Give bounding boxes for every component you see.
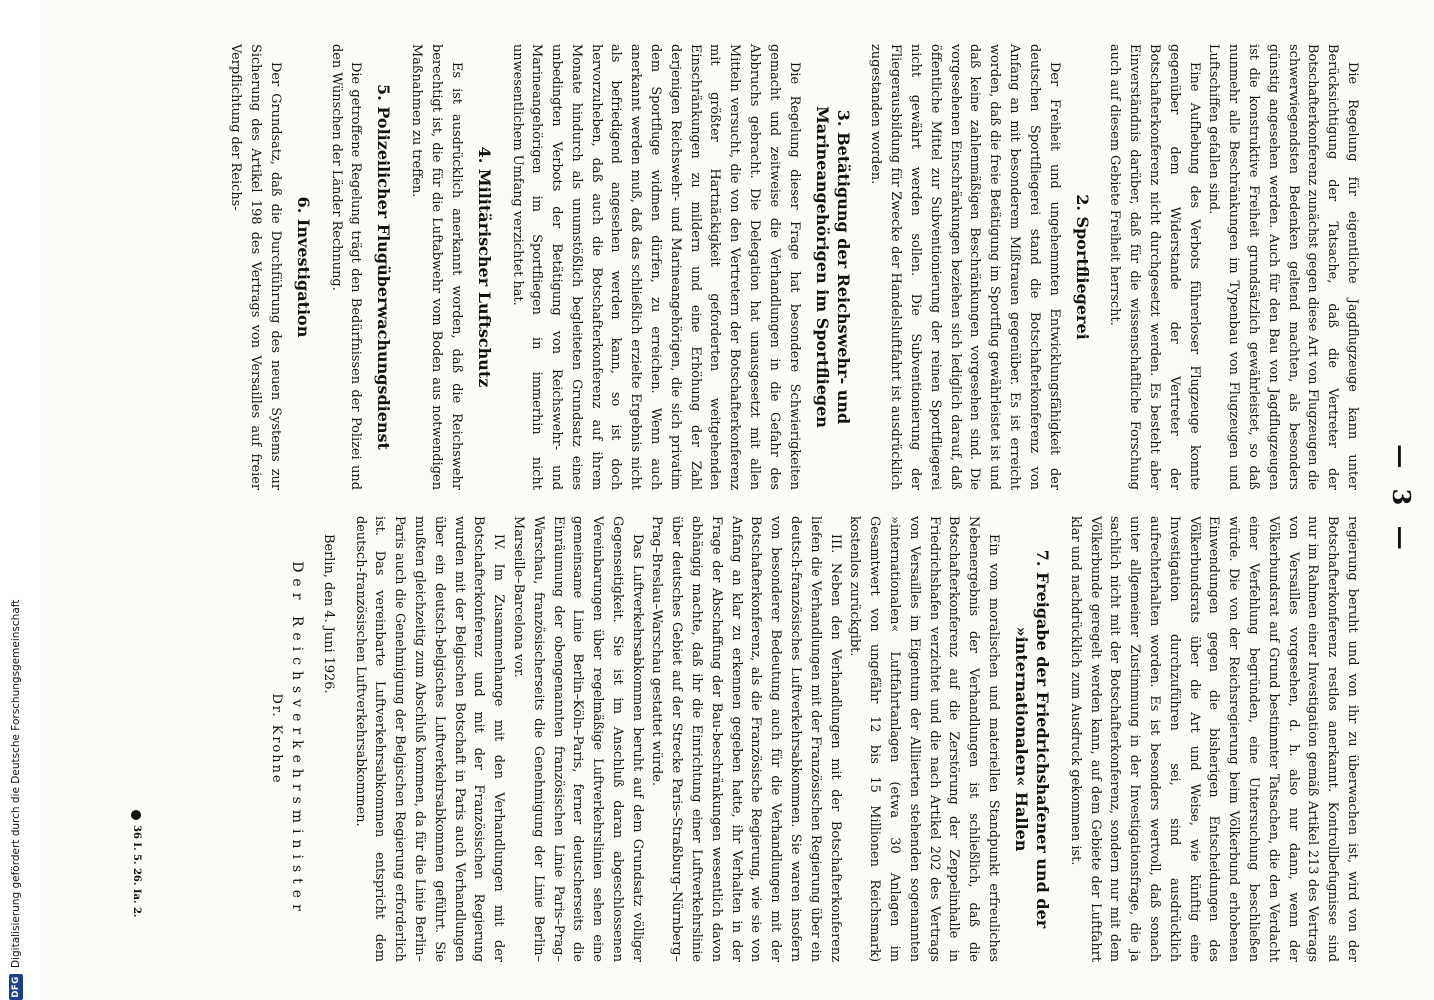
scanned-sheet (40, 0, 1434, 1000)
section-heading: 5. Polizeilicher Flugüberwachungsdienst (374, 84, 394, 450)
page-number: — 3 — (1387, 444, 1416, 556)
left-column (225, 44, 1362, 490)
section-heading: 3. Betätigung der Reichswehr- und Marineangehörigen im Sportfliegen (812, 106, 853, 428)
paragraph: regierung beruht und von ihr zu überwachen ist, wird von der Botschafterkonferenz restlos anerkannt. Kontrollbefugnisse sind nur im Rahmen einer Investigation gemäß Artikel 213 des Vertrags von Versailles vorgesehen, d. h. also nur dann, wenn der Völkerbundsrat auf Grund bestimmter Tatsachen, die den Verdacht einer Verfehlung begründen, eine Untersuchung beschließen würde. Die von der Reichsregierung beim Völkerbund erhobenen Einwendungen gegen die bisherigen Entscheidungen des Völkerbundsrats über die Art und Weise, wie künftig eine Investigation durchzuführen sei, sind ausdrücklich aufrechterhalten worden. Es ist besonders wertvoll, daß sonach unter allgemeiner Zustimmung in der Investigationsfrage, die ja sachlich nicht mit der Botschafterkonferenz, sondern nur mit dem Völkerbunde geregelt werden kann, auf dem Gebiete der Luftfahrt klar und nachdrücklich zum Ausdruck gekommen ist. (1067, 516, 1360, 962)
signature-date: Berlin, den 4. Juni 1926. (320, 534, 336, 694)
signature-office: Der Reichsverkehrsminister (288, 561, 305, 917)
section-heading: 2. Sportfliegerei (1072, 194, 1092, 340)
section-heading: 4. Militärischer Luftschutz (474, 146, 494, 388)
paragraph: Es ist ausdrücklich anerkannt worden, daß die Reichswehr berechtigt ist, die für die Luftabwehr vom Boden aus notwendigen Maßnahmen zu treffen. (409, 44, 464, 490)
digitization-strip (0, 0, 40, 1000)
paragraph: Eine Aufhebung des Verbots führerloser Flugzeuge konnte gegenüber dem Widerstande der Vertreter der Botschafterkonferenz nicht durchgesetzt werden. Es besteht aber Einverständnis darüber, daß für die wissenschaftliche Forschung auch auf diesem Gebiete Freiheit herrscht. (1107, 44, 1202, 490)
document-page (40, 0, 1434, 1000)
print-code (131, 810, 142, 917)
section-heading: 7. Freigabe der Friedrichshafener und der »internationalen« Hallen (1012, 549, 1053, 929)
paragraph: Das Luftverkehrsabkommen beruht auf dem Grundsatz völliger Gegenseitigkeit. Sie ist im Anschluß daran abgeschlossenen Vereinbarungen über regelmäßige Luftverkehrslinien sehen eine gemeinsame Linie Berlin–Köln–Paris, ferner deutscherseits die Einräumung der obengenannten französischen Linie Paris–Prag–Warschau, französischerseits die Genehmigung der Linie Berlin–Marseille–Barcelona vor. (510, 516, 645, 962)
printer-seal-icon (132, 810, 142, 820)
right-column (266, 516, 1362, 962)
digitization-credit-text: Digitalisierung gefördert durch die Deutsche Forschungsgemeinschaft (10, 599, 22, 968)
paragraph: Die getroffene Regelung trägt den Bedürfnissen der Polizei und den Wünschen der Länder Rechnung. (328, 44, 364, 490)
paragraph: Der Freiheit und ungehemmten Entwicklungsfähigkeit der deutschen Sportfliegerei stand die Botschafterkonferenz von Anfang an mit besonderem Mißtrauen gegenüber. Es ist erreicht worden, daß die freie Betätigung im Sportflug gewährleistet ist und daß keine zahlenmäßigen Beschränkungen vorgesehen sind. Die vorgesehenen Einschränkungen beziehen sich lediglich darauf, daß öffentliche Mittel zur Subventionierung der reinen Sportfliegerei nicht gewährt werden sollen. Die Subventionierung der Fliegerausbildung für Zwecke der Handelsluftfahrt ist ausdrücklich zugestanden worden. (868, 44, 1062, 490)
print-code-text: 36 I. 5. 26. Ia. 2. (131, 825, 142, 918)
dfg-logo: DFG (9, 974, 23, 1000)
paragraph: III. Neben den Verhandlungen mit der Botschafterkonferenz liefen die Verhandlungen mit der Französischen Regierung über ein deutsch-französisches Luftverkehrsabkommen. Sie waren insofern von besonderer Bedeutung auch für die Verhandlungen mit der Botschafterkonferenz, als die Französische Regierung, wie sie von Anfang an klar zu erkennen gegeben hatte, ihr Verhalten in der Frage der Abschaffung der Bau-beschränkungen wesentlich davon abhängig machte, daß ihr die Einrichtung einer Luftverkehrslinie über deutsches Gebiet auf der Strecke Paris–Straßburg–Nürnberg–Prag–Breslau–Warschau gestattet würde. (649, 516, 843, 962)
paragraph: Die Regelung dieser Frage hat besondere Schwierigkeiten gemacht und zeitweise die Verhandlungen in die Gefahr des Abbruchs gebracht. Die Delegation hat unausgesetzt mit allen Mitteln versucht, die von den Vertretern der Botschafterkonferenz mit größter Hartnäckigkeit geforderten weitgehenden Einschränkungen zu mildern und eine Erhöhung der Zahl derjenigen Reichswehr- und Marineangehörigen, die sich privatim dem Sportfluge widmen dürfen, zu erreichen. Wenn auch anerkannt werden muß, daß das schließlich erzielte Ergebnis nicht als befriedigend angesehen werden kann, so ist doch hervorzuheben, daß auch die Botschafterkonferenz auf ihrem Monate hindurch als unumstößlich begleiteten Grundsatz eines unbedingten Verbots der Betätigung von Reichswehr- und Marineangehörigen im Sportfliegen in immerhin nicht unwesentlichem Umfang verzichtet hat. (509, 44, 802, 490)
paragraph: Die Regelung für eigentliche Jagdflugzeuge kann unter Berücksichtigung der Tatsache, daß die Vertreter der Botschafterkonferenz zunächst gegen diese Art von Flugzeugen die schwerwiegendsten Bedenken geltend machten, als besonders günstig angesehen werden. Auch für den Bau von Jagdflugzeugen ist die konstruktive Freiheit grundsätzlich gewährleistet, so daß nunmehr alle Beschränkungen im Typenbau von Flugzeugen und Luftschiffen gefallen sind. (1206, 44, 1360, 490)
digitization-credit (8, 4, 24, 1000)
paragraph: IV. Im Zusammenhange mit den Verhandlungen mit der Botschafterkonferenz und mit der Französischen Regierung wurden mit der Belgischen Botschaft in Paris auch Verhandlungen über ein deutsch-belgisches Luftverkehrsabkommen geführt. Sie mußten gleichzeitig zum Abschluß kommen, da für die Linie Berlin–Paris auch die Genehmigung der Belgischen Regierung erforderlich ist. Das vereinbarte Luftverkehrsabkommen entspricht dem deutsch-französischen Luftverkehrsabkommen. (352, 516, 507, 962)
paragraph: Ein vom moralischen und materiellen Standpunkt erfreuliches Nebenergebnis der Verhandlungen ist schließlich, daß die Botschafterkonferenz auf die Zerstörung der Zeppelinhalle in Friedrichshafen verzichtet und die nach Artikel 202 des Vertrags von Versailles im Eigentum der Alliierten stehenden sogenannten »internationalen« Luftfahrtanlagen (etwa 30 Anlagen im Gesamtwert von ungefähr 12 bis 15 Millionen Reichsmark) kostenlos zurückgibt. (847, 516, 1002, 962)
section-heading: 6. Investigation (293, 196, 313, 338)
signature-name: Dr. Krohne (269, 693, 285, 785)
paragraph: Der Grundsatz, daß die Durchführung des neuen Systems zur Sicherung des Artikel 198 des Vertrags von Versailles auf freier Verpflichtung der Reichs- (228, 44, 283, 490)
